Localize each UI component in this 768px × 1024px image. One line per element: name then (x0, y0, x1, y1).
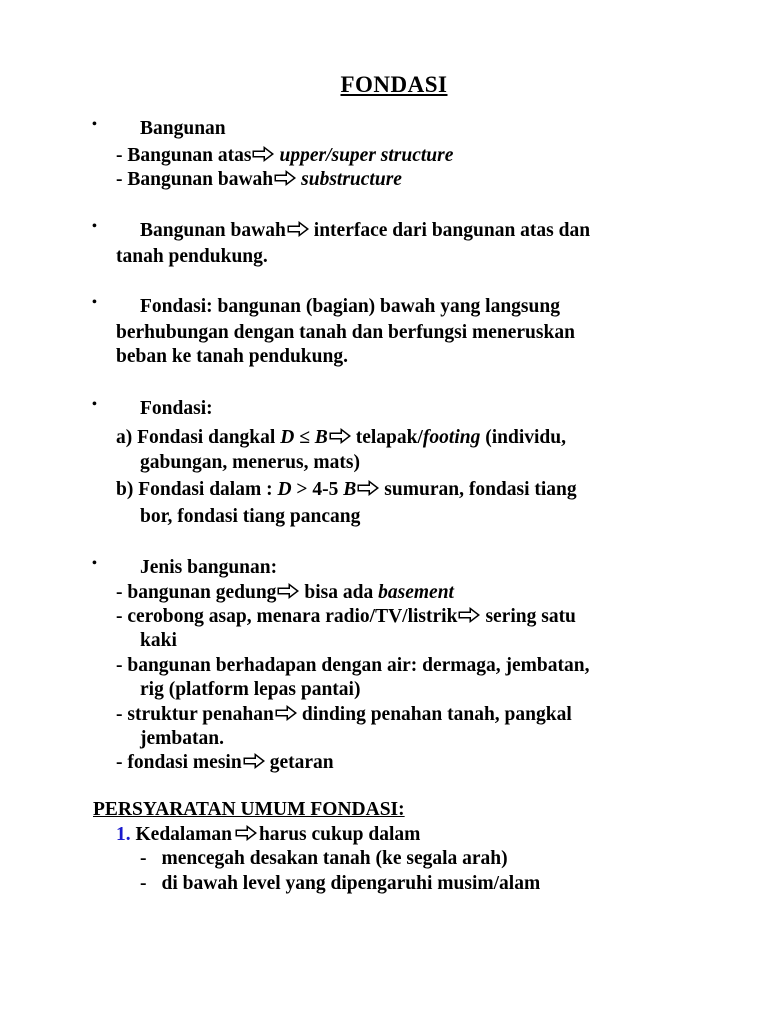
bullet-4: • (92, 397, 97, 412)
s5-item1-text: - bangunan gedung (116, 582, 277, 603)
item-a-result: telapak/ (355, 427, 423, 448)
s5-item2-text: - cerobong asap, menara radio/TV/listrik (116, 606, 458, 627)
section3-line2: berhubungan dengan tanah dan berfungsi meneruskan (116, 322, 575, 343)
s5-item4-result: dinding penahan tanah, pangkal (301, 704, 572, 725)
s5-item1-result: bisa ada (304, 582, 379, 603)
section4-item-b (116, 478, 577, 502)
s5-item2-result: sering satu (485, 606, 576, 627)
section4-heading: Fondasi: (140, 398, 213, 419)
section4-item-a-cont: gabungan, menerus, mats) (140, 452, 360, 473)
requirement-1-detail: harus cukup dalam (258, 824, 421, 845)
arrow-right-icon (274, 169, 297, 187)
sub1-dash: - (140, 848, 147, 869)
s5-item4-text: - struktur penahan (116, 704, 274, 725)
section5-item4 (116, 703, 572, 727)
arrow-right-icon (243, 752, 266, 770)
requirement-1-text: Kedalaman (135, 824, 232, 845)
section5-item4-cont: jembatan. (140, 728, 224, 749)
section2-definition: interface dari bangunan atas dan (313, 220, 591, 241)
requirement-1-sub2 (140, 872, 540, 896)
item-a-term: footing (422, 427, 481, 448)
item-b-math-b: B (343, 479, 357, 500)
item-b-math-d: D (277, 479, 292, 500)
bullet-2: • (92, 219, 97, 234)
section1-heading: Bangunan (140, 118, 226, 139)
item2-text: - Bangunan bawah (116, 169, 274, 190)
sub2-text: di bawah level yang dipengaruhi musim/alam (161, 873, 541, 894)
section2-term: Bangunan bawah (140, 220, 286, 241)
section4-item-b-cont: bor, fondasi tiang pancang (140, 506, 361, 527)
section5-item3-cont: rig (platform lepas pantai) (140, 679, 361, 700)
sub1-text: mencegah desakan tanah (ke segala arah) (161, 848, 508, 869)
item2-term: substructure (301, 169, 402, 190)
arrow-right-icon (277, 582, 300, 600)
item1-text: - Bangunan atas (116, 145, 252, 166)
arrow-right-icon (252, 145, 275, 163)
s5-item5-text: - fondasi mesin (116, 752, 242, 773)
section5-item2 (116, 605, 576, 629)
section1-item1 (116, 144, 453, 168)
bullet-5: • (92, 556, 97, 571)
arrow-right-icon (287, 220, 310, 238)
section2-line2: tanah pendukung. (116, 246, 268, 267)
arrow-right-icon (357, 479, 380, 497)
bullet-3: • (92, 295, 97, 310)
sub2-dash: - (140, 873, 147, 894)
arrow-right-icon (458, 606, 481, 624)
arrow-right-icon (235, 824, 258, 842)
item-b-text: b) Fondasi dalam : (116, 479, 273, 500)
section5-item3: - bangunan berhadapan dengan air: dermaga, jembatan, (116, 655, 590, 676)
s5-item1-term: basement (378, 582, 454, 603)
section5-item1 (116, 581, 454, 605)
item-a-math: D ≤ B (280, 427, 328, 448)
section1-item2 (116, 168, 402, 192)
requirements-heading: PERSYARATAN UMUM FONDASI: (93, 799, 405, 820)
page-title: FONDASI (340, 72, 448, 97)
item-a-text: a) Fondasi dangkal (116, 427, 276, 448)
section5-item5 (116, 751, 334, 775)
arrow-right-icon (329, 427, 352, 445)
section5-heading: Jenis bangunan: (140, 557, 278, 578)
requirement-1-number: 1. (116, 824, 131, 845)
s5-item5-result: getaran (269, 752, 334, 773)
item1-term: upper/super structure (279, 145, 454, 166)
section3-line1: Fondasi: bangunan (bagian) bawah yang langsung (140, 296, 560, 317)
section3-line3: beban ke tanah pendukung. (116, 346, 348, 367)
bullet-1: • (92, 117, 97, 132)
section5-item2-cont: kaki (140, 630, 177, 651)
section2-line1 (140, 219, 590, 243)
section4-item-a (116, 426, 566, 450)
requirement-1 (116, 823, 420, 847)
arrow-right-icon (275, 704, 298, 722)
item-b-result: sumuran, fondasi tiang (384, 479, 577, 500)
item-b-math-mid: > 4-5 (291, 479, 344, 500)
requirement-1-sub1 (140, 847, 508, 871)
item-a-note: (individu, (480, 427, 566, 448)
